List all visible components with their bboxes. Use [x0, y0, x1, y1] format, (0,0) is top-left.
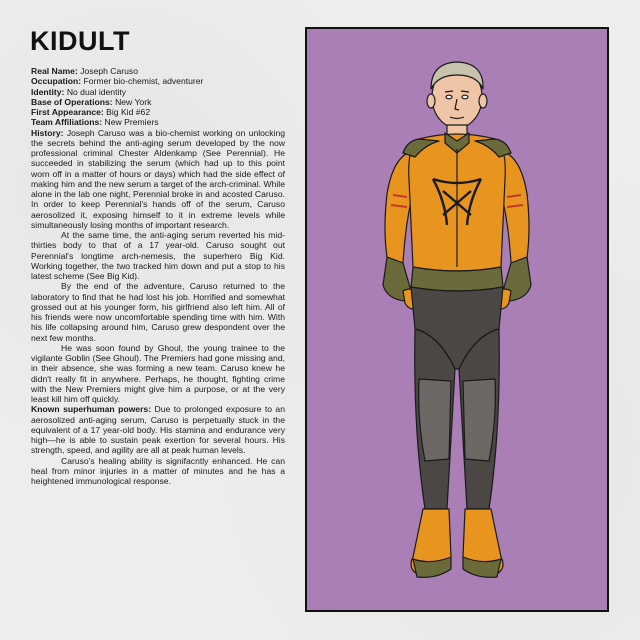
powers-text: Due to prolonged exposure to an aerosolized anti-aging serum, Caruso is perpetually stuck in the equivalent of a 17 year-old body. His stamina and endurance very high—he is able to sustain peak exertion for several hours. His strength, speed, and agility are all at peak human levels.	[31, 404, 285, 456]
field-value: New Premiers	[104, 117, 159, 128]
history-paragraph-1	[31, 128, 285, 231]
field-value: No dual identity	[66, 86, 127, 97]
powers-paragraph-1	[31, 404, 285, 455]
left-knee-panel	[419, 379, 451, 461]
powers-label: Known superhuman powers:	[31, 404, 152, 415]
profile-text-column	[31, 66, 285, 486]
field-label: Team Affiliations:	[31, 117, 103, 128]
field-base	[31, 97, 285, 107]
left-upper-arm	[385, 151, 412, 263]
left-eye	[446, 95, 452, 99]
character-illustration-panel	[305, 27, 609, 612]
right-eye	[462, 95, 468, 99]
character-illustration	[307, 29, 607, 610]
right-upper-arm	[502, 151, 529, 263]
field-label: Base of Operations:	[31, 96, 113, 107]
field-value: Big Kid #62	[106, 107, 151, 117]
page-title: KIDULT	[30, 26, 130, 56]
field-occupation	[31, 76, 285, 86]
history-label: History:	[31, 127, 64, 138]
right-knee-panel	[463, 379, 495, 461]
field-label: Identity:	[31, 86, 65, 97]
history-paragraph-4: He was soon found by Ghoul, the young trainee to the vigilante Goblin (See Ghoul). The Premiers had gone missing and, in their absence, she was forming a new team. Caruso knew he didn't really fit in anywhere. Perhaps, he thought, fighting crime with the New Premiers might give him a purpose, or at the very least kill him off quickly.	[31, 342, 285, 404]
history-paragraph-3: By the end of the adventure, Caruso returned to the laboratory to find that he had lost his job. Horrified and somewhat grossed out at his younger form, his girlfriend also left him. All of his friends were now uncomfortable spending time with him. With his life collapsing around him, Caruso grew despondent over the next few months.	[31, 281, 285, 343]
field-identity	[31, 87, 285, 97]
field-team	[31, 117, 285, 127]
field-label: First Appearance:	[31, 107, 104, 117]
field-value: New York	[115, 96, 152, 107]
history-paragraph-2: At the same time, the anti-aging serum reverted his mid-thirties body to that of a 17 year-old. Caruso sought out Perennial's longtime arch-nemesis, the superhero Big Kid. Working together, the two tracked him down and put a stop to his latest scheme (See Big Kid).	[31, 230, 285, 281]
field-label: Occupation:	[31, 76, 82, 87]
left-ear	[427, 94, 435, 108]
powers-paragraph-2: Caruso's healing ability is signifacntly enhanced. He can heal from minor injuries in a matter of minutes and he has a heightened immunological response.	[31, 455, 285, 486]
field-value: Former bio-chemist, adventurer	[83, 76, 204, 87]
right-ear	[479, 94, 487, 108]
field-first-appearance	[31, 107, 285, 117]
waistband	[411, 267, 503, 291]
history-text: Joseph Caruso was a bio-chemist working on unlocking the secrets behind the anti-aging serum developed by the now professional criminal Chester Aldenkamp (See Perennial). He succeeded in stabilizing the serum (which had up to this point worn off in a matter of hours or days) which had the side effect of making him and the new serum a target of the arch-criminal. While alone in the lab one night, Perennial broke in and acosted Caruso. In order to keep Perennial's hands off of the serum, Caruso aerosolized it, exposing himself to it in extreme levels while simultaneously losing months of important research.	[31, 127, 285, 230]
field-label: Real Name:	[31, 66, 78, 76]
field-real-name	[31, 66, 285, 76]
field-value: Joseph Caruso	[80, 66, 139, 76]
